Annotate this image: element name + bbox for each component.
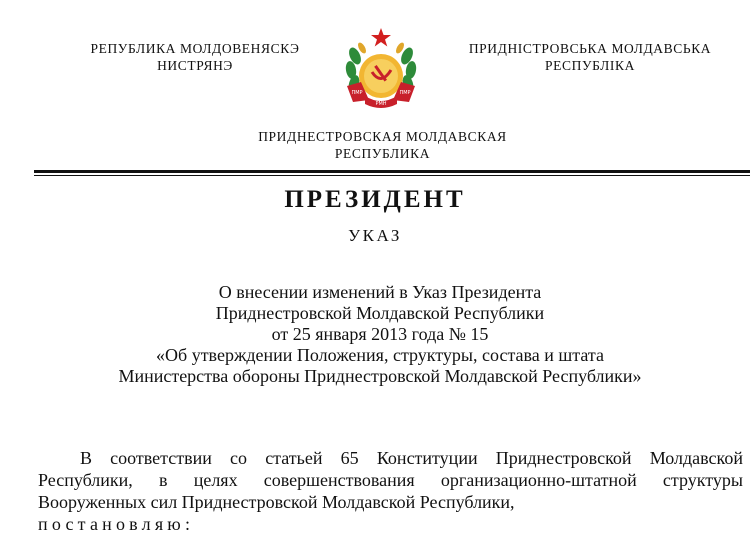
header-left-line-2: НИСТРЯНЭ (157, 58, 233, 73)
decree-title-line: О внесении изменений в Указ Президента (218, 282, 542, 302)
page-title: ПРЕЗИДЕНТ (284, 186, 466, 213)
state-emblem-icon (341, 26, 421, 110)
document-type: УКАЗ (348, 226, 402, 245)
emblem-ribbon-right-label: ПМР (399, 90, 411, 96)
body-line: Вооруженных сил Приднестровской Молдавской Республики, (38, 492, 515, 512)
header-right-title (435, 40, 745, 74)
header-left-line-1: РЕПУБЛИКА МОЛДОВЕНЯСКЭ (90, 41, 300, 56)
header-divider-thin (34, 175, 750, 176)
body-line: В соответствии со статьей 65 Конституции Приднестровской Молдавской (80, 448, 743, 468)
emblem-ribbon-bottom-label: РМН (375, 101, 387, 107)
header-left-title (60, 40, 330, 74)
header-divider-thick (34, 170, 750, 173)
emblem-ribbon-left-label: ПМР (351, 90, 363, 96)
decree-title-line: Приднестровской Молдавской Республики (215, 303, 545, 323)
decree-title-line: «Об утверждении Положения, структуры, состава и штата (156, 345, 604, 365)
decree-title (40, 282, 720, 387)
decree-body (38, 447, 743, 535)
header-center-line-1: ПРИДНЕСТРОВСКАЯ МОЛДАВСКАЯ (258, 129, 507, 144)
header-right-line-1: ПРИДНІСТРОВСЬКА МОЛДАВСЬКА (468, 41, 712, 56)
header-right-line-2: РЕСПУБЛІКА (545, 58, 635, 73)
header-center-line-2: РЕСПУБЛИКА (334, 146, 431, 161)
decree-title-line: Министерства обороны Приднестровской Молдавской Республики» (118, 366, 642, 386)
body-line: Республики, в целях совершенствования организационно-штатной структуры (38, 470, 743, 490)
decree-title-line: от 25 января 2013 года № 15 (271, 324, 489, 344)
header-center-title (210, 128, 555, 162)
body-resolve-word: постановляю: (38, 514, 195, 534)
